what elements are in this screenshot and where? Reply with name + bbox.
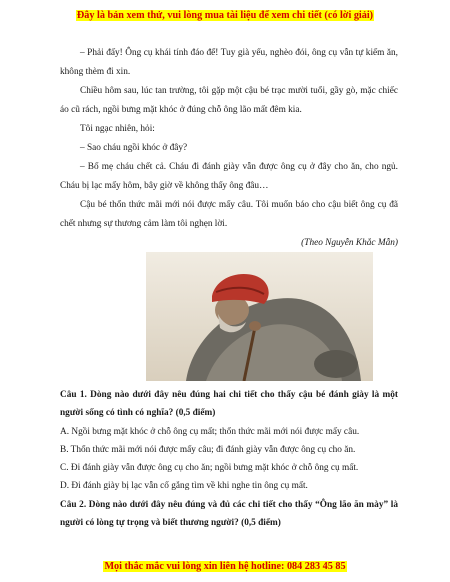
story-paragraph: – Phải đấy! Ông cụ khái tính đáo để! Tuy già yếu, nghèo đói, ông cụ vẫn tự kiếm ăn, không thèm đi xin. — [60, 48, 398, 77]
question-1-option-b: B. Thổn thức mãi mới nói được mấy câu; đi đánh giày vẫn được ông cụ cho ăn. — [60, 444, 356, 455]
question-1-option-c: C. Đi đánh giày vẫn được ông cụ cho ăn; ngồi bưng mặt khóc ở chỗ ông cụ mất. — [60, 463, 359, 474]
questions-section — [60, 386, 398, 532]
story-paragraph: Cậu bé thổn thức mãi mới nói được mấy câu. Tôi muốn báo cho cậu biết ông cụ đã chết nhưng sự thương cảm làm tôi nghẹn lời. — [60, 200, 398, 229]
hotline-banner — [0, 561, 450, 572]
story-paragraph: – Sao cháu ngồi khóc ở đây? — [80, 143, 188, 153]
question-1-option-d: D. Đi đánh giày bị lạc vẫn cố gắng tìm về khi nghe tin ông cụ mất. — [60, 481, 308, 492]
story-paragraph: Tôi ngạc nhiên, hỏi: — [80, 124, 155, 134]
hotline-text: Mọi thắc mắc vui lòng xin liên hệ hotline: 084 283 45 85 — [104, 561, 346, 572]
story-text — [60, 44, 398, 253]
preview-notice-text: Đây là bản xem thử, vui lòng mua tài liệu để xem chi tiết (có lời giải) — [76, 10, 374, 21]
question-1: Câu 1. Dòng nào dưới đây nêu đúng hai chi tiết cho thấy cậu bé đánh giày là một người sống có tình có nghĩa? (0,5 điểm) — [60, 390, 398, 419]
attribution: (Theo Nguyễn Khắc Mẫn) — [301, 238, 398, 248]
preview-notice-banner — [0, 10, 450, 21]
old-beggar-illustration — [146, 252, 373, 381]
story-paragraph: Chiều hôm sau, lúc tan trường, tôi gặp một cậu bé trạc mười tuổi, gầy gò, mặc chiếc áo cũ rách, ngồi bưng mặt khóc ở đúng chỗ ông lão mất đêm kia. — [60, 86, 398, 115]
question-2: Câu 2. Dòng nào dưới đây nêu đúng và đủ các chi tiết cho thấy “Ông lão ăn mày” là người có lòng tự trọng và biết thương người? (0,5 điểm) — [60, 499, 398, 529]
question-1-option-a: A. Ngồi bưng mặt khóc ở chỗ ông cụ mất; thổn thức mãi mới nói được mấy câu. — [60, 426, 360, 437]
story-paragraph: – Bố mẹ cháu chết cả. Cháu đi đánh giày vẫn được ông cụ ở đây cho ăn, cho ngủ. Cháu bị lạc mấy hôm, bây giờ về không thấy ông đâu… — [60, 162, 398, 191]
